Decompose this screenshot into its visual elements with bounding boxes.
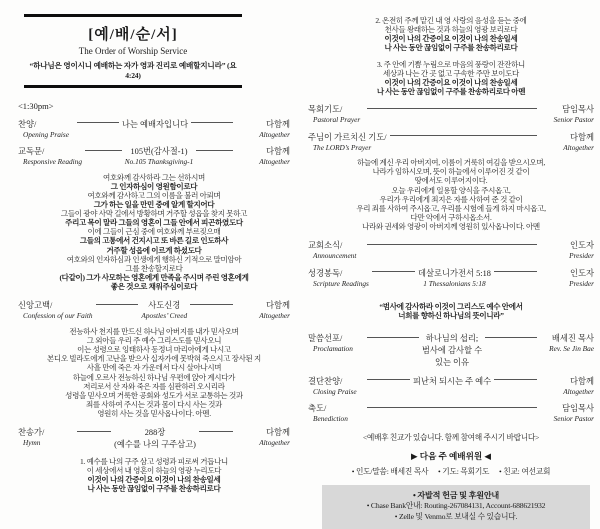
text-line: 그를 찬송할지로다	[125, 263, 183, 273]
program-row-pastoral-prayer	[308, 103, 594, 124]
item-role	[540, 239, 594, 260]
offering-bank-line: • Chase Bank안내: Routing-267084131, Account-688621932	[366, 501, 546, 511]
item-title-text: 105번(감사절-1)	[130, 147, 188, 156]
bulletin-header	[24, 14, 242, 88]
text-line: 다만 악에서 구하시옵소서.	[410, 212, 492, 222]
program-row-hymn	[18, 426, 290, 450]
text-line: 2. 온전히 주께 맡긴 내 영 사랑의 음성을 듣는 중에	[375, 16, 527, 25]
item-label	[308, 239, 364, 260]
program-row-benediction	[308, 402, 594, 423]
text-line: 나라와 권세와 영광이 아버지께 영원히 있사옵나이다. 아멘	[362, 222, 540, 232]
item-label	[308, 131, 387, 152]
item-role-en: Rev. Se Jin Bae	[549, 344, 595, 354]
bulletin-left-page	[18, 14, 290, 500]
divider-line	[196, 150, 233, 151]
text-line: 천사들 왕래하는 것과 하늘의 영광 보리로다	[384, 25, 518, 35]
text-line: 이것이 나의 간증이요 이것이 나의 찬송일세	[384, 34, 518, 44]
header-top-rule	[24, 14, 242, 17]
program-row-opening-praise	[18, 118, 290, 139]
text-line: 우리가 우리에게 죄지은 자를 사하여 준 것 같이	[379, 194, 523, 204]
program-row-responsive-reading	[18, 145, 290, 166]
item-role-kr: 인도자	[569, 268, 594, 278]
item-role-kr: 다함께	[265, 301, 291, 311]
item-label-en: Closing Praise	[313, 386, 357, 396]
divider-line	[494, 271, 537, 272]
item-label-en: Confession of our Faith	[23, 311, 93, 321]
item-role	[540, 402, 594, 423]
item-label	[308, 332, 364, 353]
item-role-en: Altogether	[259, 438, 290, 448]
item-label-en: The LORD’s Prayer	[313, 142, 372, 152]
divider-line	[191, 122, 233, 123]
text-line: 3. 주 안에 기쁨 누림으로 마음의 풍랑이 잔잔하니	[376, 59, 525, 69]
page-title: [예/배/순/서]	[88, 27, 178, 43]
text-line: 그가 하는 일을 만민 중에 알게 할지어다	[93, 199, 215, 209]
divider-line	[96, 304, 139, 305]
text-line: 전능하사 천지를 만드신 하나님 아버지를 내가 믿사오며	[69, 326, 239, 336]
page-subtitle: The Order of Worship Service	[78, 46, 188, 56]
apostles-creed-text	[18, 327, 290, 418]
text-line: 이는 성령으로 잉태하사 동정녀 마리아에게 나시고	[77, 345, 231, 355]
item-title	[413, 375, 491, 387]
text-line: 성령을 믿사오며 거룩한 공회와 성도가 서로 교통하는 것과	[65, 390, 243, 400]
item-title	[418, 267, 491, 288]
item-title-sub: (예수를 나의 구주삼고)	[114, 440, 196, 450]
item-label-en: Pastoral Prayer	[313, 115, 361, 125]
sermon-scripture-quote	[308, 302, 594, 320]
text-line: 나라가 임하시오며, 뜻이 하늘에서 이루어진 것 같이	[372, 167, 530, 177]
item-role	[540, 131, 594, 152]
item-role-en: Presider	[569, 278, 594, 288]
item-role	[540, 267, 594, 288]
item-label	[308, 402, 364, 423]
item-label-kr: 신앙고백/	[18, 301, 53, 311]
program-row-confession	[18, 299, 290, 320]
item-role-en: Altogether	[259, 129, 291, 139]
item-label	[308, 103, 364, 124]
text-line: 그들의 고통에서 건지시고 또 바른 길로 인도하사	[79, 236, 229, 246]
divider-line	[367, 379, 410, 380]
item-label-kr: 말씀선포/	[308, 334, 343, 344]
item-label	[308, 267, 369, 288]
text-line: 여호와께 감사하고 그의 이름을 불러 아뢰며	[87, 190, 221, 200]
text-line: 이 세상에서 내 영혼이 하늘의 영광 누리도다	[86, 465, 222, 475]
roster-fellowship: • 친교: 여선교회	[499, 467, 551, 477]
text-line: 사흘 만에 죽은 자 가운데서 다시 살아나시며	[86, 363, 222, 373]
item-role	[236, 145, 290, 166]
item-role-kr: 다함께	[569, 376, 595, 386]
divider-line	[367, 244, 537, 245]
program-row-announcement	[308, 239, 594, 260]
item-title-text: 피난처 되시는 주 예수	[412, 376, 492, 386]
item-label-kr: 결단찬양/	[308, 376, 343, 386]
item-title-sub: No.105 Thanksgiving-1	[124, 157, 194, 166]
divider-line	[494, 379, 537, 380]
item-title	[114, 426, 196, 450]
program-row-closing-praise	[308, 375, 594, 396]
item-role	[236, 426, 290, 447]
hymn-verse-3	[308, 60, 594, 97]
text-line: 이것이 나의 간증이요 이것이 나의 찬송일세	[87, 475, 221, 485]
next-week-heading: ▶ 다음 주 예배위원 ◀	[411, 451, 491, 462]
bulletin-right-page	[308, 16, 594, 529]
program-row-lords-prayer	[308, 131, 594, 152]
offering-zelle-line: • Zelle 및 Venmo로 보내실 수 있습니다.	[394, 512, 518, 522]
text-line: 영원히 사는 것을 믿사옵나이다. 아멘.	[97, 409, 211, 419]
item-role-kr: 다함께	[569, 132, 594, 142]
item-role-kr: 다함께	[265, 147, 291, 156]
item-label-kr: 목회기도/	[308, 105, 343, 115]
text-line: 주리고 목이 말라 그들의 영혼이 그들 안에서 피곤하였도다	[65, 218, 243, 228]
item-title-sub: Apostles’ Creed	[141, 311, 188, 321]
text-line: 오늘 우리에게 일용할 양식을 주시옵고,	[391, 185, 511, 195]
item-role-kr: 인도자	[569, 241, 594, 251]
item-title-text: 나는 예배자입니다	[121, 119, 189, 129]
roster-prayer: • 기도: 목회기도	[438, 467, 490, 477]
fellowship-notice: <예배후 친교가 있습니다. 함께 참여해 주시기 바랍니다>	[362, 433, 540, 443]
program-row-proclamation	[308, 332, 594, 368]
divider-line	[485, 337, 537, 338]
divider-line	[77, 122, 119, 123]
offering-title: • 자발적 헌금 및 후원안내	[412, 491, 500, 501]
item-label-kr: 성경봉독/	[308, 268, 343, 278]
item-role-kr: 다함께	[265, 119, 291, 129]
text-line: 하늘에 계신 우리 아버지여, 이름이 거룩히 여김을 받으시오며,	[357, 158, 545, 168]
item-role-en: Senior Pastor	[553, 414, 594, 424]
text-line: 나 사는 동안 끊임없이 구주를 찬송하리로다	[87, 484, 221, 494]
item-role	[540, 332, 594, 353]
lords-prayer-text	[308, 158, 594, 231]
text-line: 나 사는 동안 끊임없이 구주를 찬송하리로다	[384, 43, 518, 53]
text-line: 너희를 향하신 하나님의 뜻이니라”	[398, 310, 504, 320]
header-bottom-rule	[24, 85, 242, 88]
text-line: 그 인자하심이 영원함이로다	[110, 181, 198, 191]
item-title-text: 사도신경	[148, 301, 181, 311]
text-line: 여호와께 감사하라 그는 선하시며	[103, 172, 205, 182]
divider-line	[390, 135, 537, 136]
text-line: 이에 그들이 근심 중에 여호와께 부르짖으매	[87, 227, 221, 237]
text-line: 나 사는 동안 끊임없이 구주를 찬송하리로다 아멘	[376, 86, 526, 96]
item-label	[18, 426, 74, 447]
item-label-kr: 축도/	[308, 404, 327, 414]
text-line: 세상과 나는 간 곳 없고 구속한 주만 보이도다	[382, 68, 520, 78]
text-line: “범사에 감사하라 이것이 그리스도 예수 안에서	[379, 301, 523, 311]
item-label-kr: 찬송가/	[18, 428, 45, 438]
item-role-en: Altogether	[563, 142, 594, 152]
item-role-en: Altogether	[563, 386, 595, 396]
text-line: 죄를 사하여 주시는 것과 몸이 다시 사는 것과	[85, 399, 223, 409]
item-title	[122, 118, 188, 130]
item-label	[18, 145, 82, 166]
text-line: 여호와의 인자하심과 인생에게 행하신 기적으로 말미암아	[66, 254, 242, 264]
item-label-kr: 주님이 가르치신 기도/	[308, 132, 387, 142]
text-line: 좋은 것으로 채워주심이로다	[110, 282, 198, 292]
item-label-kr: 교독문/	[18, 147, 45, 156]
item-role-kr: 담임목사	[561, 404, 594, 414]
divider-line	[77, 431, 111, 432]
item-label	[308, 375, 364, 396]
item-role	[236, 299, 290, 320]
item-label-en: Responsive Reading	[23, 157, 82, 166]
text-line: 하늘에 오르사 전능하신 하나님 우편에 앉아 계시다가	[72, 372, 236, 382]
item-role-en: Senior Pastor	[553, 115, 594, 125]
next-week-roster	[308, 466, 594, 477]
item-role-kr: 담임목사	[561, 105, 594, 115]
item-title	[125, 145, 194, 166]
text-line: 이것이 나의 간증이요 이것이 나의 찬송일세	[384, 77, 518, 87]
item-label-en: Announcement	[313, 251, 357, 261]
divider-line	[85, 150, 122, 151]
item-label-en: Hymn	[23, 438, 41, 448]
item-title-text: 데살로니가전서 5:18	[417, 268, 491, 278]
offering-info-box	[322, 485, 590, 529]
text-line: 그들이 광야 사막 길에서 방황하며 거주할 성읍을 찾지 못하고	[60, 209, 248, 219]
sermon-title-line: 있는 이유	[434, 358, 470, 368]
roster-leader: • 인도/말씀: 배세진 목사	[351, 467, 429, 477]
text-line: 본디오 빌라도에게 고난을 받으사 십자가에 못박혀 죽으시고 장사된 지	[46, 354, 261, 364]
item-label-en: Opening Praise	[23, 129, 70, 139]
item-title	[141, 299, 187, 320]
item-label-kr: 교회소식/	[308, 241, 343, 251]
item-label-en: Proclamation	[313, 344, 353, 354]
item-label-kr: 찬양/	[18, 119, 37, 129]
divider-line	[372, 271, 415, 272]
hymn-verse-2	[308, 16, 594, 53]
item-role-kr: 다함께	[265, 428, 290, 438]
hymn-verse-1	[18, 457, 290, 494]
item-role	[540, 375, 594, 396]
item-label	[18, 118, 74, 139]
item-role	[540, 103, 594, 124]
item-role-en: Altogether	[259, 157, 291, 166]
item-label-en: Scripture Readings	[313, 278, 369, 288]
divider-line	[199, 431, 233, 432]
text-line: 1. 예수를 나의 구주 삼고 성령과 피로써 거듭나니	[79, 456, 228, 466]
sermon-title-line: 하나님의 섭리;	[425, 334, 479, 344]
text-line: 땅에서도 이루어지이다.	[414, 176, 488, 186]
item-title-text: 288장	[144, 428, 166, 438]
responsive-reading-text	[18, 173, 290, 292]
divider-line	[367, 108, 537, 109]
item-role	[236, 118, 290, 139]
divider-line	[367, 337, 419, 338]
sermon-title-line: 범사에 감사할 수	[421, 346, 483, 356]
text-line: 우리 죄를 사하여 주시옵고, 우리를 시험에 들게 하지 마시옵고,	[356, 203, 546, 213]
item-title-sub: 1 Thessalonians 5:18	[423, 278, 486, 288]
text-line: 거주할 성읍에 이르게 하셨도다	[106, 245, 202, 255]
program-row-scripture-reading	[308, 267, 594, 288]
text-line: 저리로서 산 자와 죽은 자를 심판하러 오시리라	[83, 381, 225, 391]
item-role-en: Altogether	[259, 311, 291, 321]
text-line: (다같이) 그가 사모하는 영혼에게 만족을 주시며 주린 영혼에게	[59, 273, 249, 283]
item-label	[18, 299, 93, 320]
divider-line	[367, 407, 537, 408]
item-label-en: Benediction	[313, 414, 348, 424]
service-time: <1:30pm>	[18, 101, 54, 111]
header-verse: “하나님은 영이시니 예배하는 자가 영과 진리로 예배할지니라” (요 4:24)	[29, 61, 237, 80]
sermon-title	[422, 332, 482, 368]
divider-line	[190, 304, 233, 305]
item-role-kr: 배세진 목사	[551, 334, 595, 344]
item-role-en: Presider	[569, 251, 594, 261]
text-line: 그 외아들 우리 주 예수 그리스도를 믿사오니	[86, 335, 222, 345]
